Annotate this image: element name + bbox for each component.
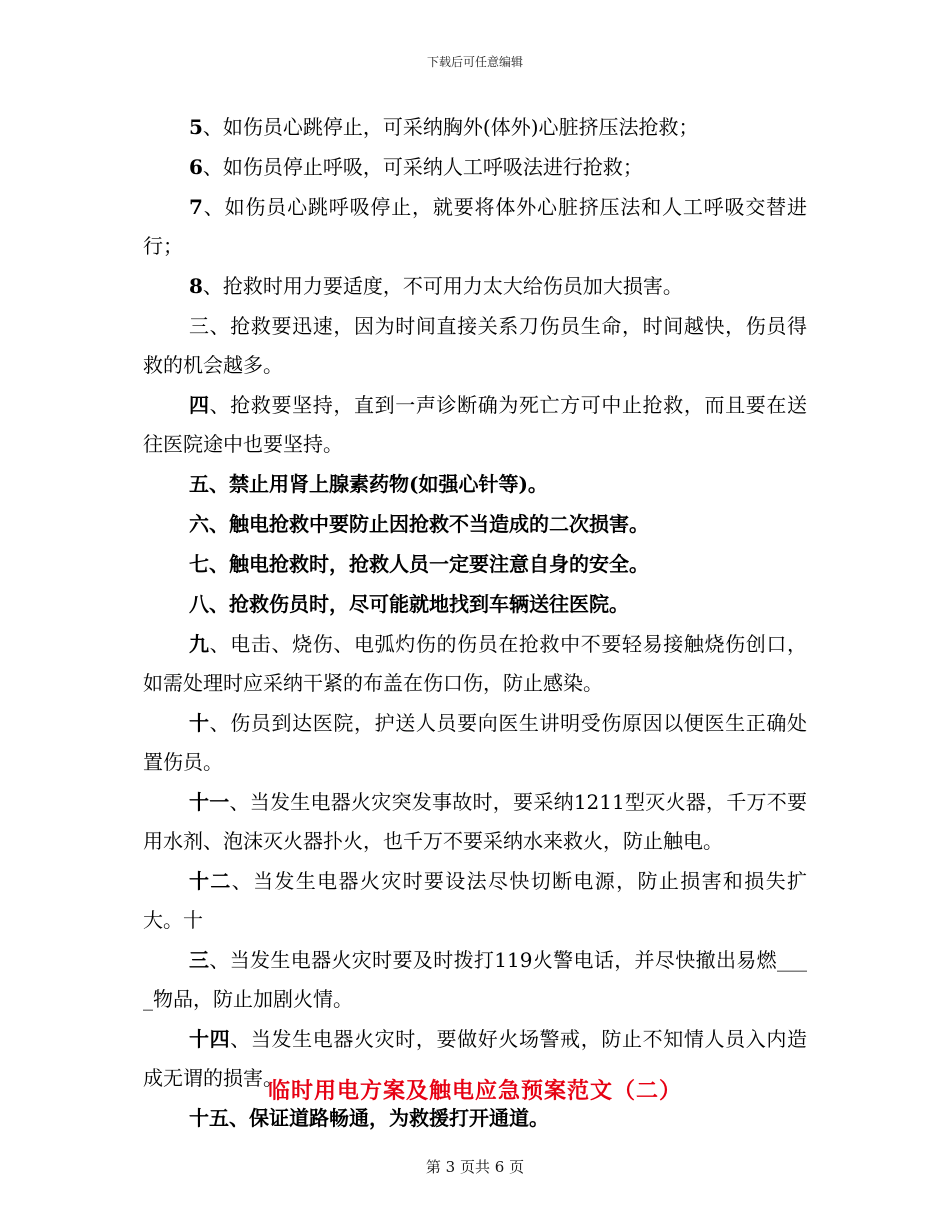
paragraph-liu xyxy=(143,505,807,544)
section-title: 临时用电方案及触电应急预案范文（二） xyxy=(267,1078,682,1104)
paragraph-text: 、抢救时用力要适度，不可用力太大给伤员加大损害。 xyxy=(202,274,683,298)
paragraph-5 xyxy=(143,108,807,147)
paragraph-lead: 十二 xyxy=(189,869,232,893)
paragraph-text: 、如伤员心跳停止，可采纳胸外(体外)心脏挤压法抢救； xyxy=(202,115,699,139)
paragraph-lead: 七、触电抢救时，抢救人员一定要注意自身的安全。 xyxy=(189,552,649,576)
paragraph-text: 、伤员到达医院，护送人员要向医生讲明受伤原因以便医生正确处置伤员。 xyxy=(143,711,808,774)
paragraph-text: 、抢救要坚持，直到一声诊断确为死亡方可中止抢救，而且要在送往医院途中也要坚持。 xyxy=(143,393,808,456)
paragraph-text: 、当发生电器火灾时要设法尽快切断电源，防止损害和损失扩大。十 xyxy=(143,869,808,932)
paragraph-ba xyxy=(143,585,807,624)
paragraph-text: 、当发生电器火灾时，要做好火场警戒，防止不知情人员入内造成无谓的损害。 xyxy=(143,1027,808,1090)
paragraph-si xyxy=(143,386,807,464)
page-header: 下载后可任意编辑 xyxy=(426,55,523,69)
paragraph-san xyxy=(143,307,807,385)
paragraph-text: 、当发生电器火灾突发事故时，要采纳1211型灭火器，千万不要用水剂、泡沫灭火器扑火，也千万不要采纳水来救火，防止触电。 xyxy=(143,790,808,853)
paragraph-lead: 六、触电抢救中要防止因抢救不当造成的二次损害。 xyxy=(189,512,649,536)
paragraph-text: 、如伤员停止呼吸，可采纳人工呼吸法进行抢救； xyxy=(202,155,643,179)
paragraph-lead: 十四 xyxy=(189,1027,231,1051)
paragraph-text: 三、抢救要迅速，因为时间直接关系刀伤员生命，时间越快，伤员得救的机会越多。 xyxy=(143,314,807,377)
paragraph-text: 、如伤员心跳呼吸停止，就要将体外心脏挤压法和人工呼吸交替进行； xyxy=(143,195,807,258)
paragraph-lead: 十一 xyxy=(189,790,230,814)
paragraph-text: 、电击、烧伤、电弧灼伤的伤员在抢救中不要轻易接触烧伤创口，如需处理时应采纳干紧的布盖在伤口伤，防止感染。 xyxy=(143,632,808,695)
paragraph-6 xyxy=(143,148,807,187)
paragraph-wu xyxy=(143,465,807,504)
paragraph-lead: 6 xyxy=(189,155,203,179)
page-footer: 第 3 页共 6 页 xyxy=(425,1158,525,1176)
paragraph-lead: 8 xyxy=(189,274,203,298)
paragraph-shi xyxy=(143,704,807,782)
paragraph-lead: 三 xyxy=(189,948,210,972)
paragraph-text: 、当发生电器火灾时要及时拨打119火警电话，并尽快撤出易燃____物品，防止加剧火情。 xyxy=(143,948,807,1011)
paragraph-jiu xyxy=(143,625,807,703)
paragraph-shiyi xyxy=(143,783,807,861)
paragraph-7 xyxy=(143,188,807,266)
paragraph-lead: 十五、保证道路畅通，为救援打开通道。 xyxy=(189,1106,549,1130)
paragraph-qi xyxy=(143,545,807,584)
paragraph-lead: 九 xyxy=(189,632,210,656)
paragraph-lead: 7 xyxy=(189,195,203,219)
paragraph-8 xyxy=(143,267,807,306)
document-body xyxy=(143,108,807,1139)
paragraph-shisan xyxy=(143,941,807,1019)
paragraph-lead: 八、抢救伤员时，尽可能就地找到车辆送往医院。 xyxy=(189,592,629,616)
paragraph-shier xyxy=(143,862,807,940)
paragraph-lead: 四 xyxy=(189,393,210,417)
paragraph-lead: 十 xyxy=(189,711,210,735)
paragraph-lead: 五、禁止用肾上腺素药物(如强心针等)。 xyxy=(189,472,548,496)
paragraph-lead: 5 xyxy=(189,115,203,139)
